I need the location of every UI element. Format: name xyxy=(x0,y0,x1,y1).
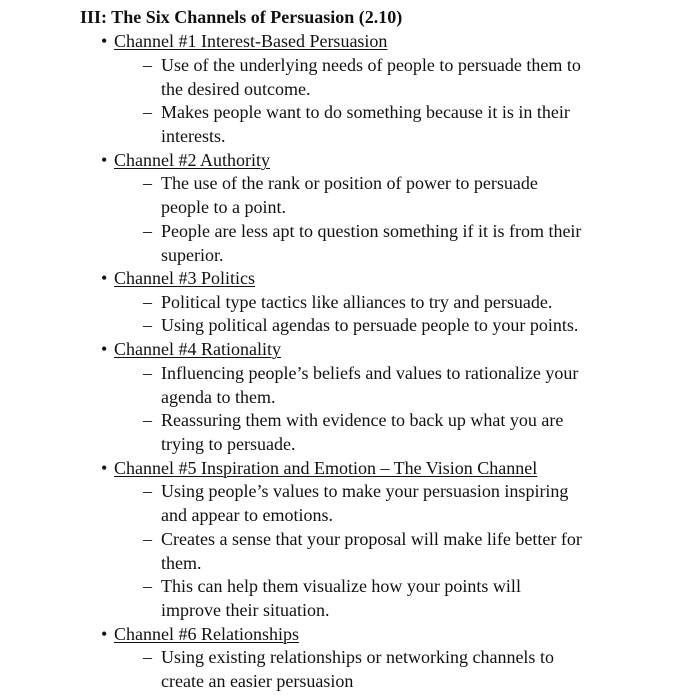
point-text-line: Influencing people’s beliefs and values to rationalize your xyxy=(161,362,579,383)
channel-point xyxy=(143,53,613,101)
channel-heading xyxy=(101,337,281,361)
point-text-line: the desired outcome. xyxy=(161,78,311,99)
dash-marker: – xyxy=(143,291,152,312)
point-text-line: create an easier persuasion xyxy=(161,671,354,692)
channel-heading xyxy=(101,266,255,290)
point-text-line: Using existing relationships or networking channels to xyxy=(161,647,554,668)
channel-heading xyxy=(101,456,537,480)
point-text-line: People are less apt to question something if it is from their xyxy=(161,220,582,241)
point-text-line: interests. xyxy=(161,126,226,147)
channel-heading xyxy=(101,148,270,172)
channel-label: Channel #2 Authority xyxy=(114,149,270,170)
point-text-line: people to a point. xyxy=(161,197,286,218)
point-text-line: trying to persuade. xyxy=(161,434,296,455)
point-text-line: Using people’s values to make your persuasion inspiring xyxy=(161,481,569,502)
channel-point xyxy=(143,219,613,267)
channel-point xyxy=(143,361,613,409)
dash-marker: – xyxy=(143,410,152,431)
channel-heading xyxy=(101,622,299,646)
channel-point xyxy=(143,313,613,337)
channel-label: Channel #1 Interest-Based Persuasion xyxy=(114,31,388,51)
bullet-marker: • xyxy=(101,268,108,288)
dash-marker: – xyxy=(143,315,152,336)
channel-point xyxy=(143,479,613,527)
bullet-marker: • xyxy=(101,149,108,170)
point-text-line: them. xyxy=(161,552,202,573)
point-text-line: and appear to emotions. xyxy=(161,505,333,526)
dash-marker: – xyxy=(143,102,152,123)
dash-marker: – xyxy=(143,647,152,668)
point-text-line: agenda to them. xyxy=(161,386,276,407)
dash-marker: – xyxy=(143,54,152,75)
channel-point xyxy=(143,171,613,219)
point-text-line: Using political agendas to persuade people to your points. xyxy=(161,315,579,336)
channel-point xyxy=(143,100,613,148)
bullet-marker: • xyxy=(101,623,108,644)
section-title: III: The Six Channels of Persuasion (2.10) xyxy=(80,7,403,27)
dash-marker: – xyxy=(143,220,152,241)
dash-marker: – xyxy=(143,528,152,549)
point-text-line: Reassuring them with evidence to back up what you are xyxy=(161,410,564,431)
point-text-line: Creates a sense that your proposal will make life better for xyxy=(161,528,582,549)
bullet-marker: • xyxy=(101,31,108,51)
channel-point xyxy=(143,527,613,575)
dash-marker: – xyxy=(143,576,152,597)
point-text-line: improve their situation. xyxy=(161,600,330,621)
point-text-line: superior. xyxy=(161,244,224,265)
channel-label: Channel #4 Rationality xyxy=(114,339,281,360)
point-text-line: This can help them visualize how your points will xyxy=(161,576,521,597)
bullet-marker: • xyxy=(101,457,108,478)
channel-label: Channel #3 Politics xyxy=(114,268,255,288)
dash-marker: – xyxy=(143,173,152,194)
dash-marker: – xyxy=(143,481,152,502)
point-text-line: Political type tactics like alliances to try and persuade. xyxy=(161,291,553,312)
channel-label: Channel #6 Relationships xyxy=(114,623,299,644)
bullet-marker: • xyxy=(101,339,108,360)
point-text-line: Makes people want to do something because it is in their xyxy=(161,102,570,123)
channel-point xyxy=(143,645,613,693)
dash-marker: – xyxy=(143,362,152,383)
channel-point xyxy=(143,408,613,456)
channel-label: Channel #5 Inspiration and Emotion – The Vision Channel xyxy=(114,457,538,478)
point-text-line: The use of the rank or position of power to persuade xyxy=(161,173,538,194)
channel-point xyxy=(143,574,613,622)
channel-point xyxy=(143,290,613,314)
channel-heading xyxy=(101,29,387,53)
point-text-line: Use of the underlying needs of people to persuade them to xyxy=(161,54,581,75)
